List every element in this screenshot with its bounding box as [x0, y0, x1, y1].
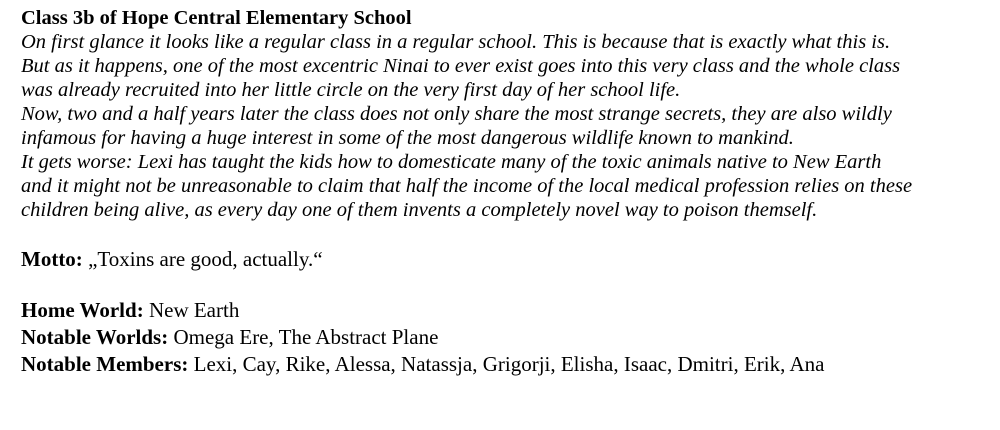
notable-members-label: Notable Members:: [21, 352, 189, 376]
motto-label: Motto:: [21, 247, 83, 271]
motto-row: [21, 246, 991, 273]
home-world-row: [21, 297, 991, 324]
spacer: [21, 222, 991, 246]
spacer: [21, 273, 991, 297]
page-title: Class 3b of Hope Central Elementary School: [21, 7, 412, 29]
motto-value: „Toxins are good, actually.“: [88, 247, 323, 271]
description-line: On first glance it looks like a regular class in a regular school. This is because that is exactly what this is.: [21, 31, 891, 53]
notable-members-row: [21, 351, 991, 378]
description-line: infamous for having a huge interest in some of the most dangerous wildlife known to mankind.: [21, 127, 794, 149]
notable-worlds-value: Omega Ere, The Abstract Plane: [173, 325, 439, 349]
home-world-value: New Earth: [148, 298, 240, 322]
description-line: Now, two and a half years later the class does not only share the most strange secrets, they are also wildly: [21, 103, 892, 125]
description-line: But as it happens, one of the most excentric Ninai to ever exist goes into this very class and the whole class: [21, 55, 901, 77]
description-line: children being alive, as every day one of them invents a completely novel way to poison themself.: [21, 199, 818, 221]
description-block: [21, 30, 991, 222]
home-world-label: Home World:: [21, 298, 144, 322]
notable-members-value: Lexi, Cay, Rike, Alessa, Natassja, Grigorji, Elisha, Isaac, Dmitri, Erik, Ana: [193, 352, 825, 376]
description-line: It gets worse: Lexi has taught the kids how to domesticate many of the toxic animals native to New Earth: [21, 151, 882, 173]
notable-worlds-label: Notable Worlds:: [21, 325, 169, 349]
notable-worlds-row: [21, 324, 991, 351]
description-line: was already recruited into her little circle on the very first day of her school life.: [21, 79, 681, 101]
document-body: [21, 6, 991, 378]
description-line: and it might not be unreasonable to claim that half the income of the local medical profession relies on these: [21, 175, 913, 197]
